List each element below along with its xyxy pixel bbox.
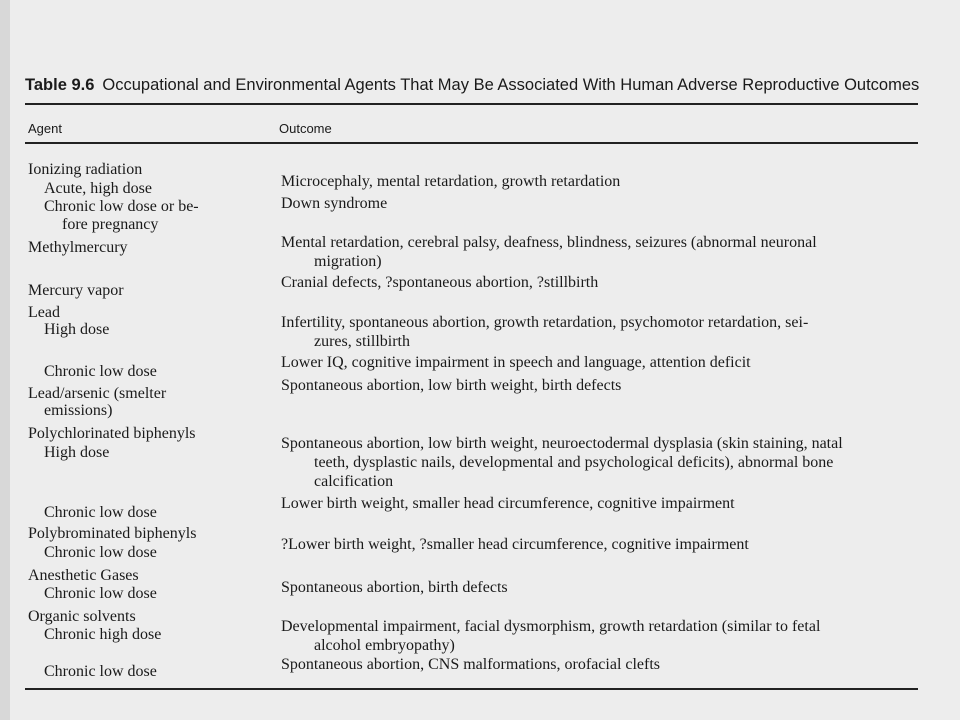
outcome-cell: Lower birth weight, smaller head circumference, cognitive impairment	[281, 495, 735, 512]
agent-sub: High dose	[44, 444, 110, 461]
outcome-cell: Cranial defects, ?spontaneous abortion, ?stillbirth	[281, 274, 599, 291]
outcome-cell: Spontaneous abortion, low birth weight, birth defects	[281, 377, 622, 394]
outcome-cell: Spontaneous abortion, CNS malformations, orofacial clefts	[281, 656, 661, 673]
agent-sub: High dose	[44, 321, 110, 338]
agent-sub-cont: fore pregnancy	[62, 216, 159, 233]
outcome-cell: Spontaneous abortion, low birth weight, neuroectodermal dysplasia (skin staining, natal	[281, 435, 843, 452]
outcome-cell: Lower IQ, cognitive impairment in speech and language, attention deficit	[281, 354, 751, 371]
outcome-cell: ?Lower birth weight, ?smaller head circumference, cognitive impairment	[281, 536, 749, 553]
agent-sub: Chronic low dose	[44, 544, 157, 561]
outcome-cell: Spontaneous abortion, birth defects	[281, 579, 508, 596]
agent-sub-cont: emissions)	[44, 402, 113, 419]
agent-sub: Chronic low dose	[44, 663, 157, 680]
table-number: Table 9.6	[25, 76, 95, 94]
agent-organic-solvents: Organic solvents	[28, 608, 136, 625]
agent-mercury-vapor: Mercury vapor	[28, 282, 124, 299]
top-rule	[25, 103, 918, 105]
outcome-cell: Mental retardation, cerebral palsy, deafness, blindness, seizures (abnormal neuronal	[281, 234, 817, 251]
agent-sub: Chronic low dose	[44, 363, 157, 380]
header-rule	[25, 142, 918, 144]
agent-sub: Acute, high dose	[44, 180, 152, 197]
outcome-cell: Infertility, spontaneous abortion, growth retardation, psychomotor retardation, sei-	[281, 314, 809, 331]
agent-sub: Chronic low dose	[44, 585, 157, 602]
agent-lead: Lead	[28, 304, 60, 321]
outcome-cell-cont: calcification	[314, 473, 394, 490]
outcome-cell: Down syndrome	[281, 195, 388, 212]
outcome-cell-cont: teeth, dysplastic nails, developmental and psychological deficits), abnormal bone	[314, 454, 834, 471]
column-header-agent: Agent	[28, 121, 62, 136]
agent-lead-arsenic: Lead/arsenic (smelter	[28, 385, 167, 402]
agent-methylmercury: Methylmercury	[28, 239, 128, 256]
bottom-rule	[25, 688, 918, 690]
agent-sub: Chronic high dose	[44, 626, 162, 643]
outcome-cell-cont: zures, stillbirth	[314, 333, 410, 350]
column-header-outcome: Outcome	[279, 121, 332, 136]
table-caption	[25, 76, 925, 95]
outcome-cell: Microcephaly, mental retardation, growth retardation	[281, 173, 621, 190]
agent-anesthetic-gases: Anesthetic Gases	[28, 567, 139, 584]
outcome-cell-cont: alcohol embryopathy)	[314, 637, 455, 654]
agent-sub: Chronic low dose or be-	[44, 198, 199, 215]
scan-margin	[0, 0, 10, 720]
outcome-cell-cont: migration)	[314, 253, 382, 270]
table-title: Occupational and Environmental Agents That May Be Associated With Human Adverse Reproductive Outcomes	[102, 76, 920, 94]
agent-ionizing-radiation: Ionizing radiation	[28, 161, 143, 178]
agent-sub: Chronic low dose	[44, 504, 157, 521]
agent-polychlorinated-biphenyls: Polychlorinated biphenyls	[28, 425, 196, 442]
agent-polybrominated-biphenyls: Polybrominated biphenyls	[28, 525, 197, 542]
outcome-cell: Developmental impairment, facial dysmorphism, growth retardation (similar to fetal	[281, 618, 821, 635]
